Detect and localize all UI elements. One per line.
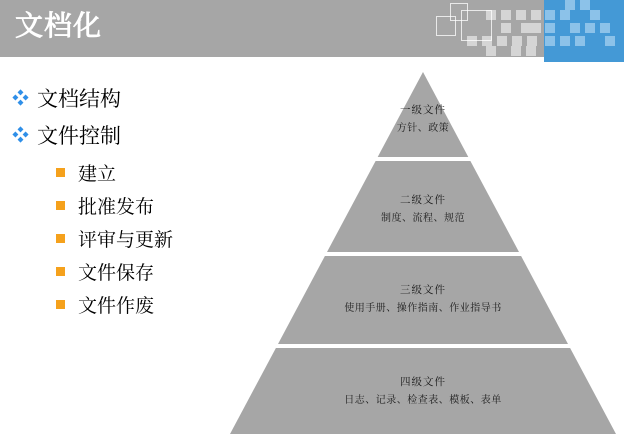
outline-subitem-label: 文件保存 [78,263,155,284]
pyramid-level-3-subtitle: 使用手册、操作指南、作业指导书 [344,303,502,314]
pyramid-level-4-subtitle: 日志、记录、检查表、模板、表单 [344,395,502,406]
pyramid-level-4-shape [230,348,616,434]
pyramid-level-2-title: 二级文件 [400,194,446,206]
pyramid-level-2-shape [327,161,519,252]
outline-subitem-label: 文件作废 [78,296,155,317]
pyramid-level-1-subtitle: 方针、政策 [396,123,450,134]
outline-subitem-label: 评审与更新 [78,230,174,251]
outline-item-label: 文档结构 [37,87,121,111]
pyramid-level-3-title: 三级文件 [400,284,446,296]
outline-item-label: 文件控制 [37,124,121,148]
outline-subitem-label: 批准发布 [78,197,155,218]
pyramid-level-4-title: 四级文件 [400,376,446,388]
outline-subitem-label: 建立 [78,164,117,185]
slide-title: 文档化 [15,10,103,41]
pyramid-level-2-subtitle: 制度、流程、规范 [381,213,465,224]
pyramid-level-1-title: 一级文件 [400,104,446,116]
pyramid-level-3-shape [278,256,568,344]
